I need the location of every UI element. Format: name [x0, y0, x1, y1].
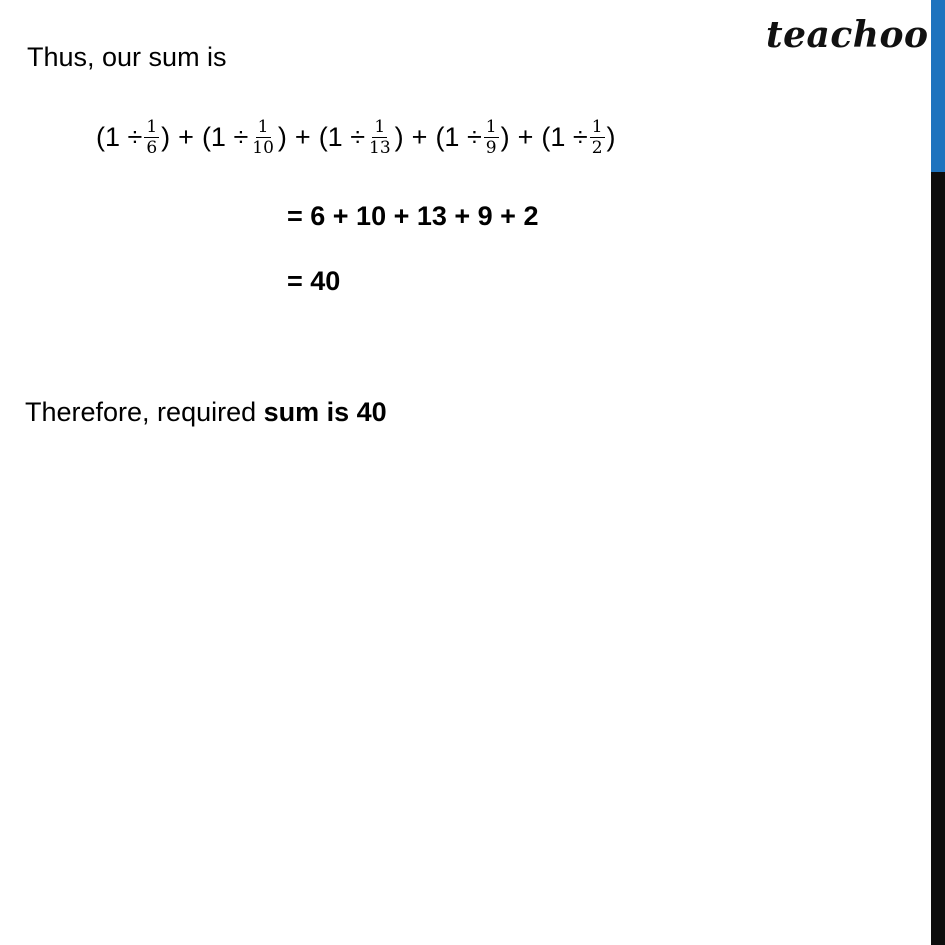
sum-expression — [96, 118, 616, 157]
fraction-numerator: 1 — [146, 117, 158, 137]
term-close: ) — [500, 122, 510, 152]
term-close: ) — [277, 122, 287, 152]
plus-operator: + — [178, 122, 194, 152]
fraction-numerator: 1 — [485, 117, 497, 137]
term-open: (1 ÷ — [435, 122, 482, 152]
fraction-numerator: 1 — [591, 117, 603, 137]
expression-term — [541, 118, 615, 157]
fraction — [484, 118, 499, 157]
term-open: (1 ÷ — [201, 122, 249, 152]
expression-term — [202, 118, 287, 157]
step-expansion: = 6 + 10 + 13 + 9 + 2 — [287, 201, 539, 231]
step-result: = 40 — [287, 266, 341, 296]
fraction-denominator: 13 — [369, 138, 391, 158]
term-open: (1 ÷ — [541, 122, 588, 152]
fraction — [590, 118, 605, 157]
fraction-denominator: 2 — [591, 138, 603, 158]
right-sidebar — [931, 0, 945, 945]
plus-operator: + — [411, 122, 428, 152]
term-close: ) — [394, 122, 404, 152]
term-open: (1 ÷ — [96, 122, 143, 152]
expression-term — [96, 118, 170, 157]
fraction-numerator: 1 — [374, 117, 386, 137]
teachoo-logo: teachoo — [766, 14, 929, 56]
sidebar-accent — [931, 0, 945, 172]
conclusion-prefix: Therefore, required — [25, 397, 264, 427]
plus-operator: + — [294, 122, 311, 152]
fraction — [144, 118, 159, 157]
expression-term — [435, 118, 509, 157]
intro-text: Thus, our sum is — [27, 42, 227, 72]
plus-operator: + — [517, 122, 534, 152]
term-close: ) — [161, 122, 171, 152]
fraction-denominator: 10 — [252, 138, 274, 158]
term-close: ) — [606, 122, 616, 152]
expression-term — [319, 118, 404, 157]
fraction-numerator: 1 — [257, 117, 269, 137]
conclusion-answer: sum is 40 — [263, 397, 387, 427]
fraction — [367, 118, 393, 157]
fraction-denominator: 6 — [146, 138, 158, 158]
conclusion-text — [25, 396, 387, 428]
fraction — [250, 118, 276, 157]
fraction-denominator: 9 — [485, 138, 497, 158]
term-open: (1 ÷ — [318, 122, 366, 152]
